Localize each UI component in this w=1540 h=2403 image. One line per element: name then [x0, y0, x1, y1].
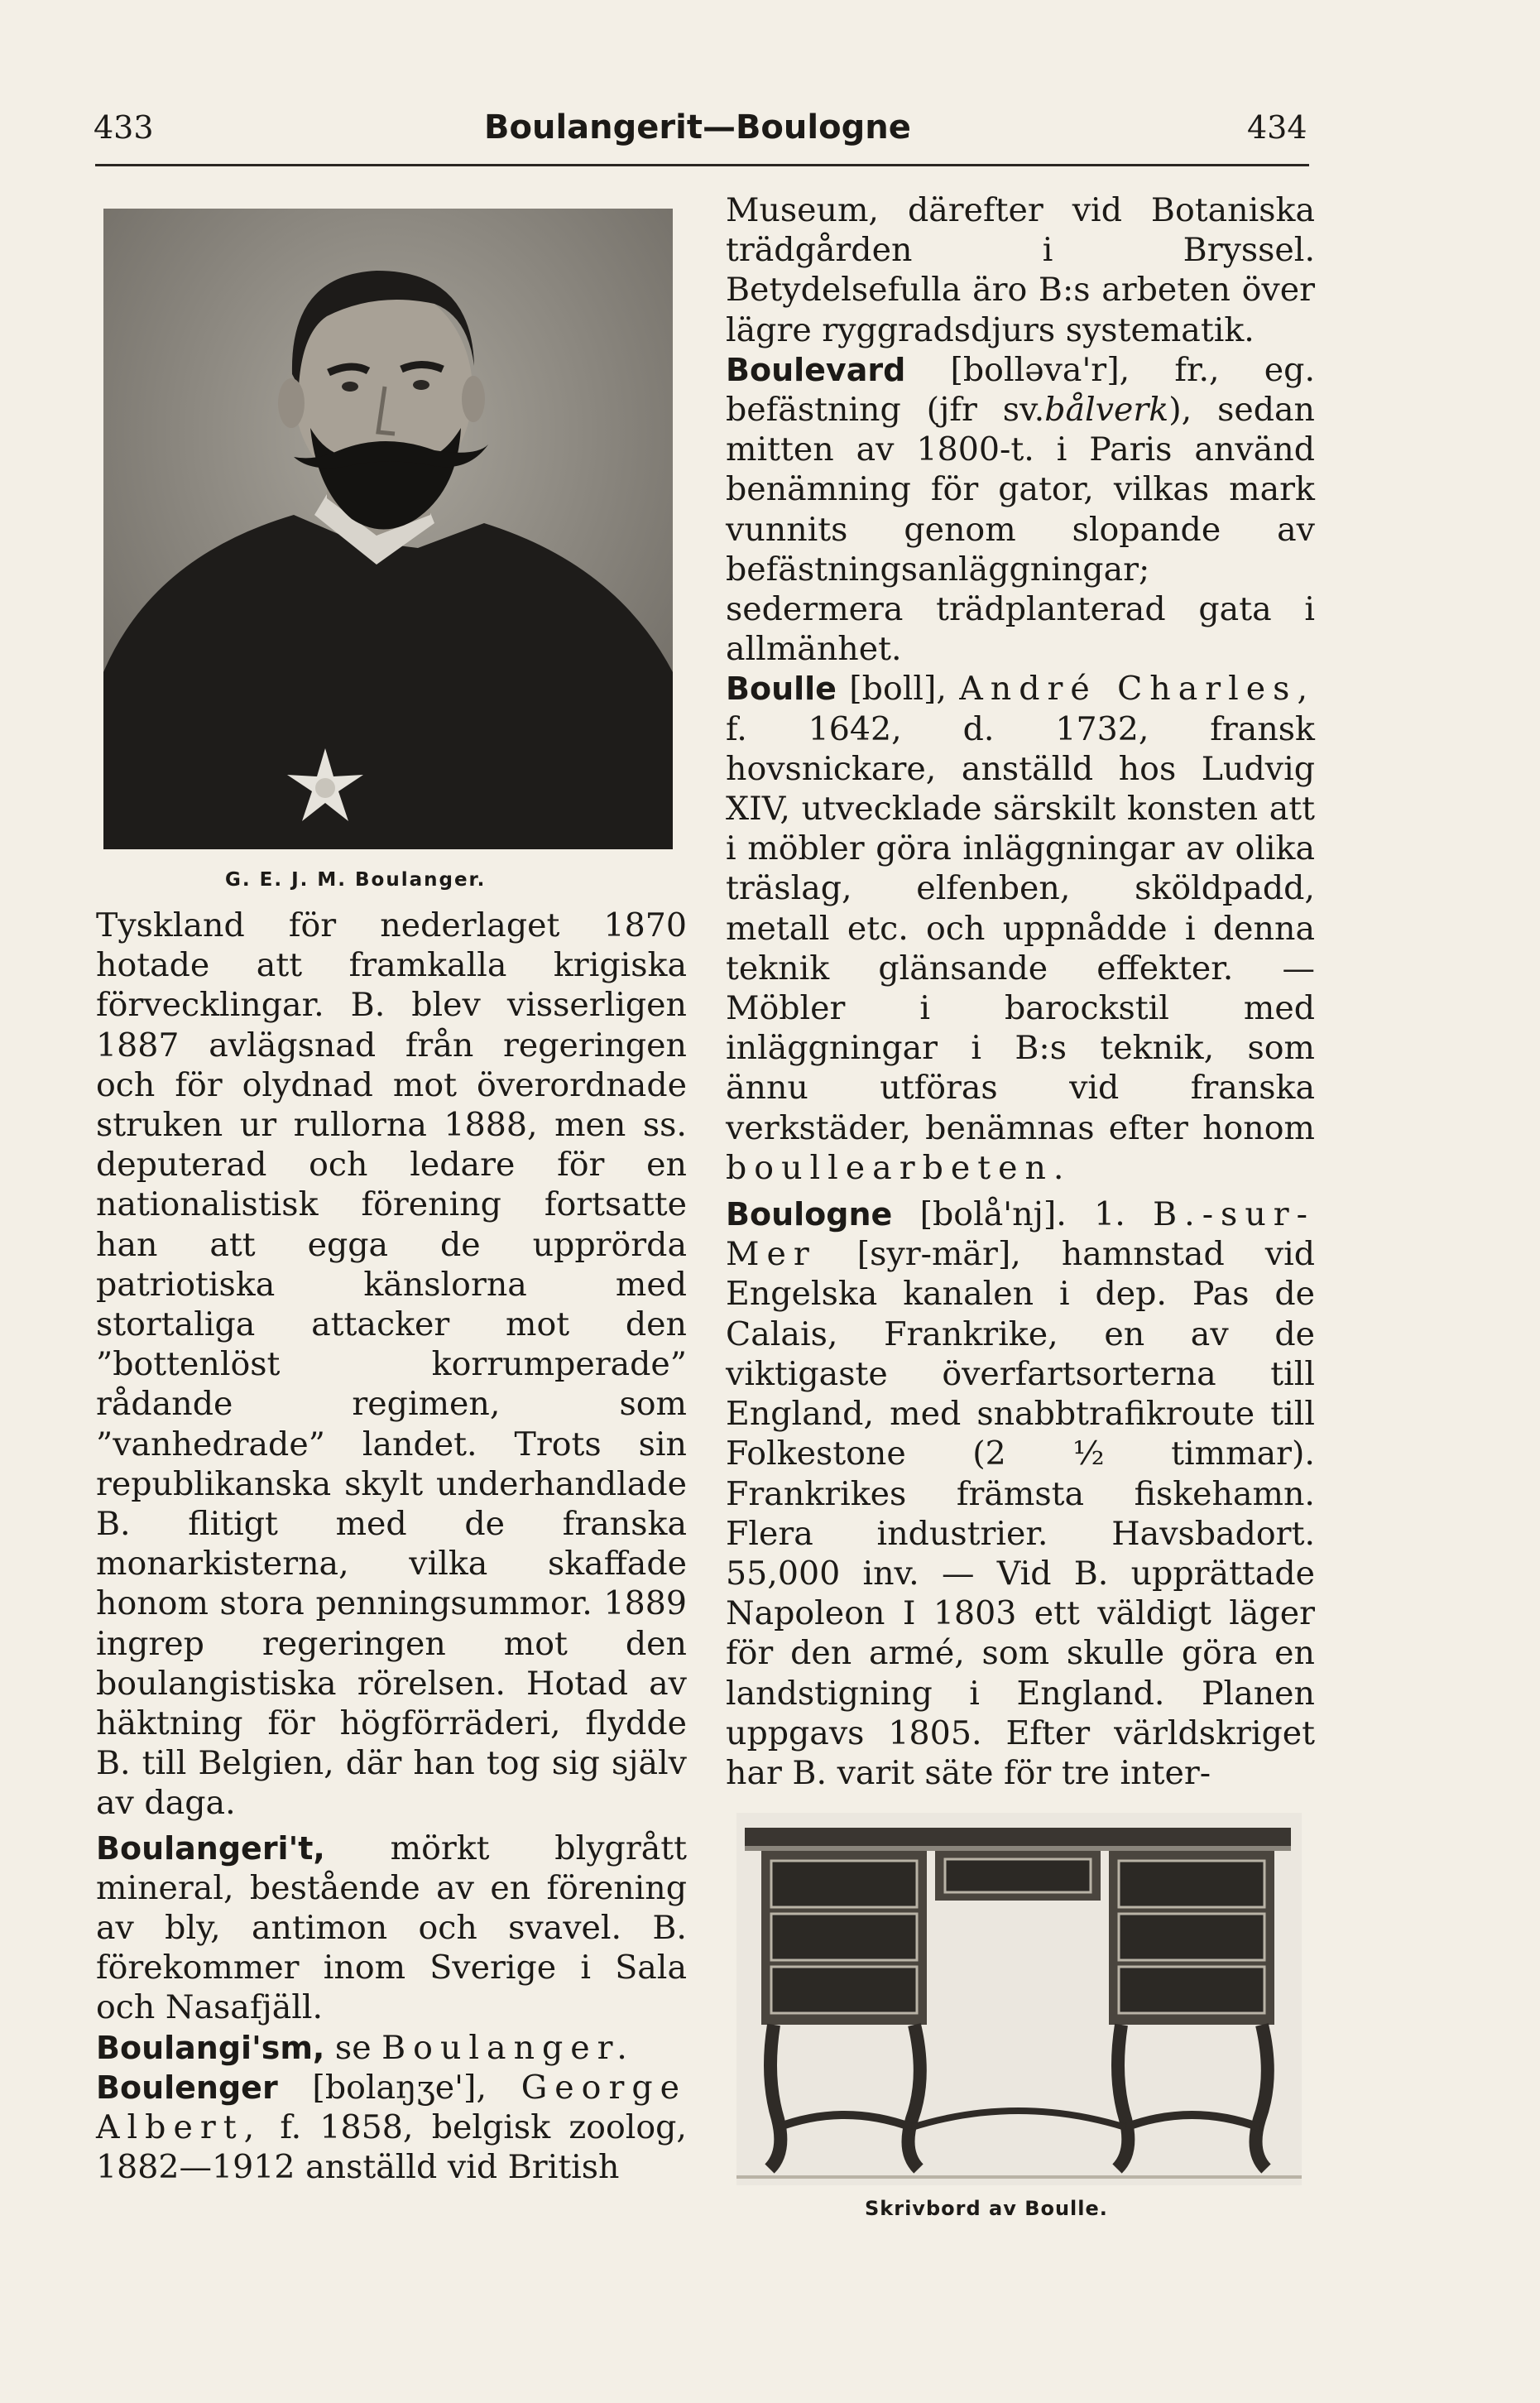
header-rule	[95, 164, 1309, 166]
pronunciation: [bolaŋʒe'],	[312, 2068, 487, 2107]
running-head: Boulangerit—Boulogne	[484, 108, 911, 147]
portrait-illustration	[103, 209, 673, 849]
entry-text: f. 1858, belgisk zoolog, 1882—1912 anställd vid British	[96, 2108, 687, 2187]
entry-text: se	[334, 2028, 372, 2067]
pronunciation: [boll],	[849, 670, 947, 709]
entry-boulangerit	[96, 1829, 687, 2028]
desk-photo	[736, 1813, 1302, 2185]
entry-boulenger	[96, 2068, 687, 2188]
headword-boulenger: Boulenger	[96, 2069, 278, 2106]
entry-boulogne	[726, 1194, 1315, 1793]
desk-illustration	[736, 1813, 1302, 2185]
page-number-left: 433	[94, 109, 154, 146]
person-name: André Charles,	[959, 670, 1315, 709]
headword-boulogne: Boulogne	[726, 1196, 893, 1233]
left-column	[96, 906, 687, 2188]
cross-reference: Boulanger.	[381, 2028, 635, 2067]
headword-boulangism: Boulangi'sm,	[96, 2029, 325, 2066]
entry-text: ), sedan mitten av 1800-t. i Paris använd benämning för gator, vilkas mark vunnits genom slopande av befästningsanläggningar; sedermera trädplanterad gata i allmänhet.	[726, 391, 1316, 669]
italic-term: bålverk	[1044, 391, 1169, 430]
entry-text: [bolləva'r], fr., eg. befästning (jfr sv.	[726, 350, 1316, 430]
entry-boulangism	[96, 2028, 687, 2068]
right-column	[726, 190, 1315, 1793]
entry-text: [syr-mär], hamnstad vid Engelska kanalen i dep. Pas de Calais, Frankrike, en av de viktigaste överfartsorterna till England, med snabbtrafikroute till Folkestone (2 ½ timmar). Frankrikes främsta fiskehamn. Flera industrier. Havsbadort. 55,000 inv. — Vid B. upprättade Napoleon I 1803 ett väldigt läger för den armé, som skulle göra en landstigning i England. Planen uppgavs 1805. Efter världskriget har B. varit säte för tre inter-	[726, 1235, 1315, 1792]
paragraph-boulenger-cont: Museum, därefter vid Botaniska trädgården i Bryssel. Betydelsefulla äro B:s arbeten över lägre ryggradsdjurs systematik.	[726, 191, 1315, 349]
desk-caption: Skrivbord av Boulle.	[865, 2197, 1108, 2220]
portrait-photo	[103, 209, 673, 849]
person-name: George Albert,	[96, 2068, 687, 2147]
headword-boulangerit: Boulangeri't,	[96, 1829, 325, 1867]
entry-text: f. 1642, d. 1732, fransk hovsnickare, anställd hos Ludvig XIV, utvecklade särskilt konsten att i möbler göra inläggningar av olika träslag, elfenben, sköldpadd, metall etc. och uppnådde i denna teknik glänsande effekter. — Möbler i barockstil med inläggningar i B:s teknik, som ännu utföras vid franska verkstäder, benämnas efter honom	[726, 709, 1315, 1147]
entry-boulevard	[726, 350, 1315, 670]
entry-boulle	[726, 669, 1315, 1188]
paragraph-boulanger-cont: Tyskland för nederlaget 1870 hotade att framkalla krigiska förvecklingar. B. blev visserligen 1887 avlägsnad från regeringen och för olydnad mot överordnade struken ur rullorna 1888, men ss. deputerad och ledare för en nationalistisk förening fortsatte han att egga de upprörda patriotiska känslorna med stortaliga attacker mot den ”bottenlöst korrumperade” rådande regimen, som ”vanhedrade” landet. Trots sin republikanska skylt underhandlade B. flitigt med de franska monarkisterna, vilka skaffade honom stora penningsummor. 1889 ingrep regeringen mot den boulangistiska rörelsen. Hotad av häktning för högförräderi, flydde B. till Belgien, där han tog sig själv av daga.	[96, 906, 687, 1823]
place-name: B.-sur-Mer	[726, 1195, 1315, 1274]
headword-boulle: Boulle	[726, 670, 837, 708]
pronunciation: [bolå'nj]. 1.	[919, 1195, 1125, 1234]
cross-reference: boullearbeten.	[726, 1148, 1072, 1187]
entry-text: mörkt blygrått mineral, bestående av en förening av bly, antimon och svavel. B. förekommer inom Sverige i Sala och Nasafjäll.	[96, 1829, 688, 2027]
headword-boulevard: Boulevard	[726, 351, 906, 388]
portrait-caption: G. E. J. M. Boulanger.	[225, 869, 487, 891]
page-number-right: 434	[1247, 109, 1307, 146]
